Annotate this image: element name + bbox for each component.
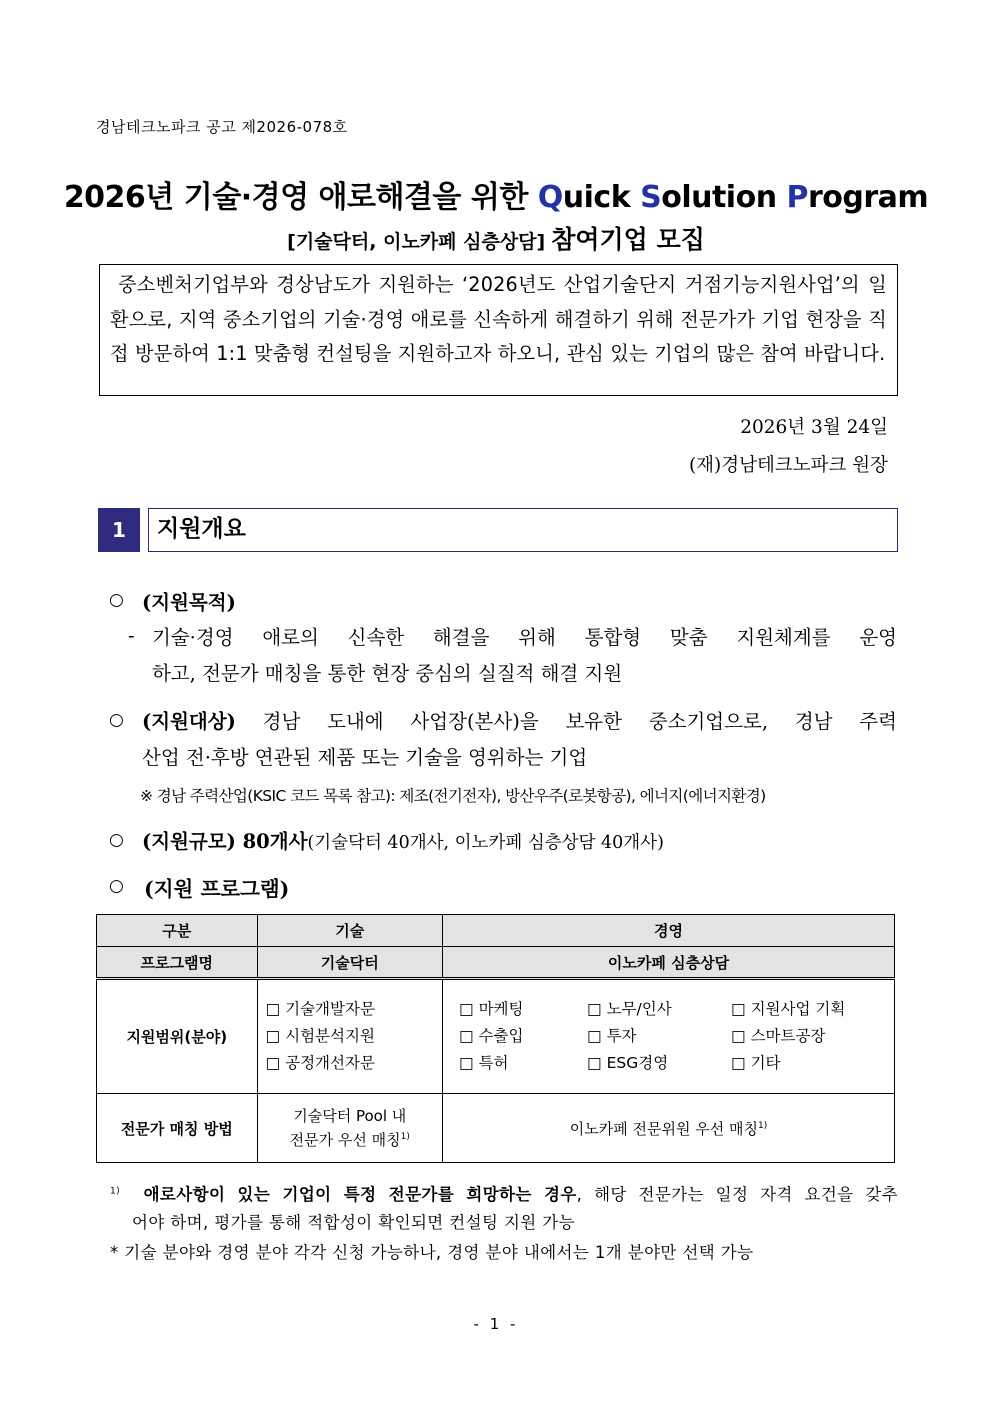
scale-line: (지원규모) 80개사(기술닥터 40개사, 이노카페 심층상담 40개사) (142, 830, 664, 853)
mgmt-fields (443, 979, 895, 1094)
footnote-mark: 1) (400, 1131, 410, 1142)
footnote-1: $^{1)}$ 애로사항이 있는 기업이 특정 전문가를 희망하는 경우, 해당 전문가는 일정 자격 요건을 갖추 (110, 1185, 898, 1204)
checkbox-item: □ 투자 (587, 1027, 637, 1045)
footnote-2: * 기술 분야와 경영 분야 각각 신청 가능하나, 경영 분야 내에서는 1개 분야만 선택 가능 (110, 1243, 754, 1262)
target-line-2: 산업 전·후방 연관된 제품 또는 기술을 영위하는 기업 (142, 746, 588, 769)
header-mgmt: 경영 (443, 915, 895, 947)
checkbox-item: □ 지원사업 기획 (731, 1000, 846, 1018)
purpose-label: (지원목적) (142, 591, 236, 614)
footnote-mark: 1) (757, 1120, 768, 1131)
issuer: (재)경남테크노파크 원장 (688, 455, 888, 476)
table-row (97, 979, 895, 1094)
scope-label: 지원범위(분야) (97, 979, 258, 1094)
section-number-badge: 1 (98, 508, 140, 552)
checkbox-item: □ 시험분석지원 (265, 1027, 375, 1045)
target-note: ※ 경남 주력산업(KSIC 코드 목록 참고): 제조(전기전자), 방산우주(로봇항공), 에너지(에너지환경) (140, 787, 766, 805)
table-row (97, 947, 895, 979)
footnote-1-line-2: 어야 하며, 평가를 통해 적합성이 확인되면 컨설팅 지원 가능 (132, 1213, 575, 1232)
bullet-icon: ○ (109, 876, 124, 896)
bullet-icon: ○ (109, 590, 124, 610)
mgmt-matching: 이노카페 전문위원 우선 매칭$^{1)}$ (443, 1094, 895, 1163)
checkbox-item: □ 기술개발자문 (265, 1000, 375, 1018)
page-title: 2026년 기술·경영 애로해결을 위한 Quick Solution Program (63, 180, 929, 215)
checkbox-item: □ 특허 (459, 1054, 509, 1072)
program-label: (지원 프로그램) (144, 877, 290, 901)
tech-fields (257, 979, 442, 1094)
section-title: 지원개요 (148, 508, 898, 552)
checkbox-item: □ 수출입 (459, 1027, 524, 1045)
header-category: 구분 (97, 915, 258, 947)
subtitle-recruit: 참여기업 모집 (551, 225, 705, 254)
intro-box: 중소벤처기업부와 경상남도가 지원하는 ‘2026년도 산업기술단지 거점기능지원사업’의 일환으로, 지역 중소기업의 기술·경영 애로를 신속하게 해결하기 위해 전문가가 기업 현장을 직접 방문하여 1:1 맞춤형 컨설팅을 지원하고자 하오니, 관심 있는 기업의 많은 참여 바랍니다. (99, 264, 898, 396)
checkbox-item: □ 공정개선자문 (265, 1054, 375, 1072)
tech-matching: 기술닥터 Pool 내 전문가 우선 매칭$^{1)}$ (257, 1094, 442, 1163)
notice-number: 경남테크노파크 공고 제2026-078호 (96, 118, 348, 136)
notice-date: 2026년 3월 24일 (740, 417, 888, 438)
table-row (97, 915, 895, 947)
purpose-line-1: 기술·경영 애로의 신속한 해결을 위해 통합형 맞춤 지원체계를 운영 (152, 626, 897, 649)
tech-program-name: 기술닥터 (257, 947, 442, 979)
matching-label: 전문가 매칭 방법 (97, 1094, 258, 1163)
bullet-icon: ○ (109, 710, 124, 730)
subtitle-programs: [기술닥터, 이노카페 심층상담] (287, 231, 546, 253)
page-subtitle (0, 220, 992, 256)
footnote-mark: 1) (110, 1186, 121, 1197)
checkbox-item: □ 스마트공장 (731, 1027, 826, 1045)
header-program: 프로그램명 (97, 947, 258, 979)
target-line-1: (지원대상) 경남 도내에 사업장(본사)을 보유한 중소기업으로, 경남 주력 (142, 710, 897, 733)
checkbox-item: □ 노무/인사 (587, 1000, 672, 1018)
checkbox-item: □ 마케팅 (459, 1000, 524, 1018)
checkbox-item: □ 기타 (731, 1054, 781, 1072)
dash-icon: - (128, 624, 135, 647)
header-tech: 기술 (257, 915, 442, 947)
purpose-line-2: 하고, 전문가 매칭을 통한 현장 중심의 실질적 해결 지원 (152, 662, 623, 685)
bullet-icon: ○ (109, 830, 124, 850)
page-number: - 1 - (473, 1315, 519, 1333)
table-row (97, 1094, 895, 1163)
program-table (96, 914, 895, 1163)
checkbox-item: □ ESG경영 (587, 1054, 669, 1072)
mgmt-program-name: 이노카페 심층상담 (443, 947, 895, 979)
